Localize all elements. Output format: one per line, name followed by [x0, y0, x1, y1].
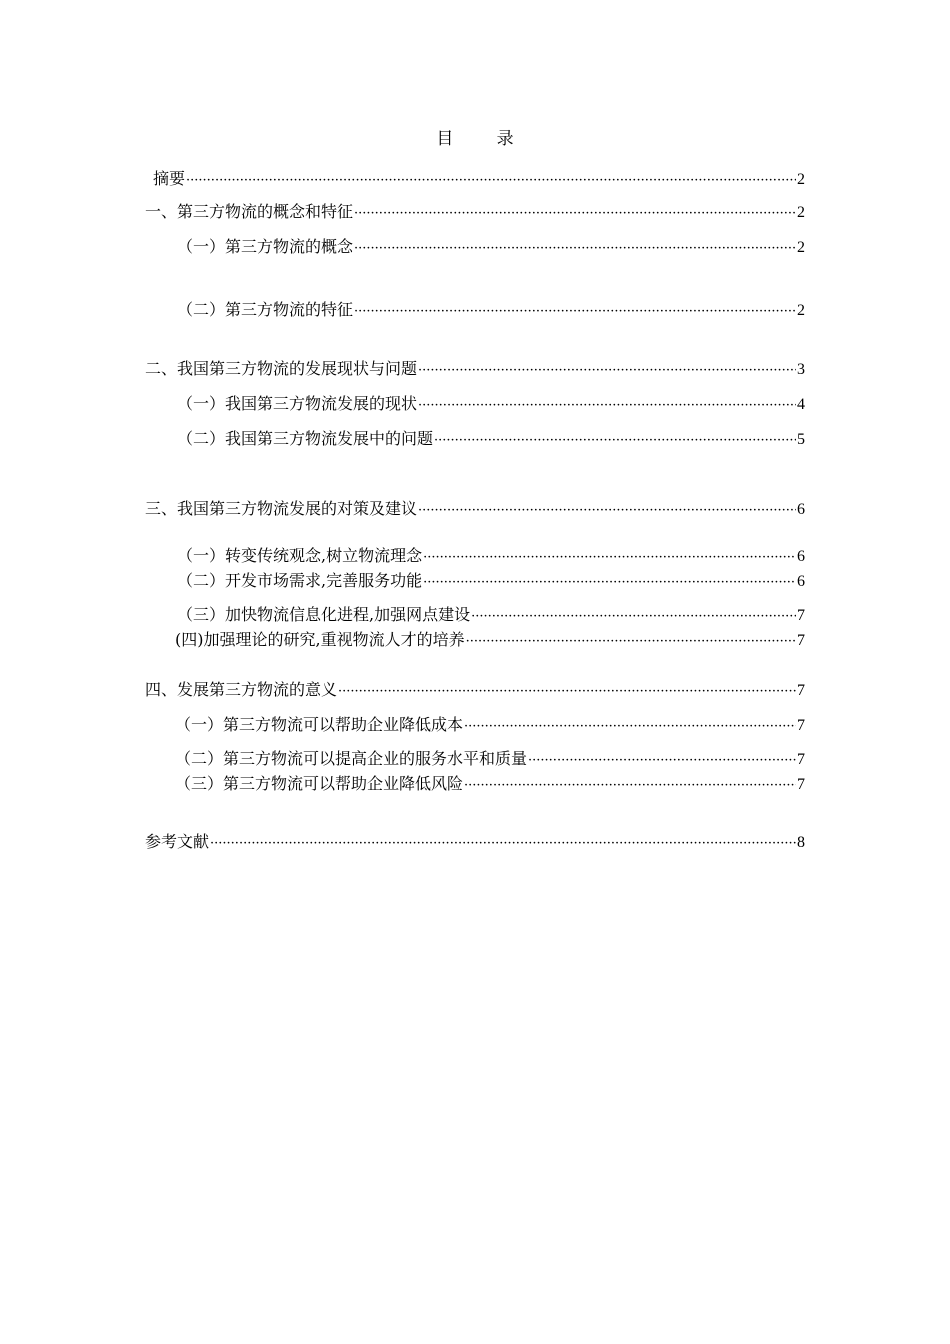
toc-entry-text: 四、发展第三方物流的意义 — [145, 680, 338, 699]
toc-page-number: 7 — [797, 751, 805, 768]
toc-leader-dots — [423, 572, 796, 594]
toc-entry-section-2-2[interactable] — [177, 428, 805, 450]
toc-page-number: 7 — [797, 607, 805, 624]
toc-entry-section-4[interactable] — [145, 679, 805, 701]
toc-entry-section-1[interactable] — [145, 201, 805, 223]
toc-entry-section-1-2[interactable] — [177, 299, 805, 321]
toc-entry-section-3-4[interactable] — [175, 629, 805, 651]
toc-page-number: 2 — [797, 239, 805, 256]
toc-page-number: 7 — [797, 776, 805, 793]
toc-page-number: 6 — [797, 501, 805, 518]
toc-entry-section-4-3[interactable] — [175, 773, 805, 795]
toc-entry-text: （一）转变传统观念,树立物流理念 — [177, 546, 423, 565]
toc-entry-section-2[interactable] — [145, 358, 805, 380]
toc-entry-text: （二）第三方物流的特征 — [177, 300, 354, 319]
toc-leader-dots — [466, 631, 796, 653]
toc-leader-dots — [418, 500, 796, 522]
toc-entry-text: （三）第三方物流可以帮助企业降低风险 — [175, 774, 464, 793]
toc-entry-section-4-2[interactable] — [175, 748, 805, 770]
toc-page-number: 5 — [797, 431, 805, 448]
toc-entry-section-1-1[interactable] — [177, 236, 805, 258]
toc-leader-dots — [338, 681, 796, 703]
toc-entry-section-3-2[interactable] — [177, 570, 805, 592]
toc-leader-dots — [471, 606, 796, 628]
page-title: 目 录 — [436, 129, 514, 149]
toc-entry-text: 二、我国第三方物流的发展现状与问题 — [145, 359, 418, 378]
toc-entry-text: 摘要 — [153, 169, 186, 188]
toc-entry-abstract[interactable] — [153, 168, 805, 190]
toc-leader-dots — [464, 716, 796, 738]
toc-leader-dots — [354, 301, 796, 323]
toc-page-number: 6 — [797, 548, 805, 565]
toc-leader-dots — [434, 430, 796, 452]
toc-leader-dots — [464, 775, 796, 797]
toc-entry-section-2-1[interactable] — [177, 393, 805, 415]
toc-page-number: 2 — [797, 171, 805, 188]
toc-page-number: 8 — [797, 834, 805, 851]
toc-entry-section-3-1[interactable] — [177, 545, 805, 567]
toc-page-number: 4 — [797, 396, 805, 413]
toc-entry-text: （一）第三方物流可以帮助企业降低成本 — [175, 715, 464, 734]
toc-entry-text: （三）加快物流信息化进程,加强网点建设 — [177, 605, 471, 624]
toc-entry-text: (四)加强理论的研究,重视物流人才的培养 — [175, 630, 465, 649]
toc-page-number: 2 — [797, 302, 805, 319]
toc-page-number: 7 — [797, 717, 805, 734]
toc-entry-section-3[interactable] — [145, 498, 805, 520]
toc-page-number: 7 — [797, 682, 805, 699]
toc-entry-text: （一）第三方物流的概念 — [177, 237, 354, 256]
toc-entry-text: （二）我国第三方物流发展中的问题 — [177, 429, 434, 448]
toc-leader-dots — [354, 238, 796, 260]
toc-entry-text: （一）我国第三方物流发展的现状 — [177, 394, 418, 413]
toc-entry-text: （二）开发市场需求,完善服务功能 — [177, 571, 423, 590]
toc-entry-section-4-1[interactable] — [175, 714, 805, 736]
toc-entry-references[interactable] — [145, 831, 805, 853]
toc-page-number: 2 — [797, 204, 805, 221]
toc-page-number: 6 — [797, 573, 805, 590]
toc-leader-dots — [423, 547, 796, 569]
toc-leader-dots — [418, 360, 796, 382]
toc-leader-dots — [354, 203, 796, 225]
toc-entry-text: 三、我国第三方物流发展的对策及建议 — [145, 499, 418, 518]
toc-leader-dots — [186, 170, 796, 192]
toc-page-number: 3 — [797, 361, 805, 378]
toc-leader-dots — [418, 395, 796, 417]
toc-entry-text: 参考文献 — [145, 832, 210, 851]
toc-page-number: 7 — [797, 632, 805, 649]
toc-entry-section-3-3[interactable] — [177, 604, 805, 626]
toc-entry-text: 一、第三方物流的概念和特征 — [145, 202, 354, 221]
toc-leader-dots — [210, 833, 796, 855]
toc-entry-text: （二）第三方物流可以提高企业的服务水平和质量 — [175, 749, 528, 768]
toc-leader-dots — [528, 750, 796, 772]
